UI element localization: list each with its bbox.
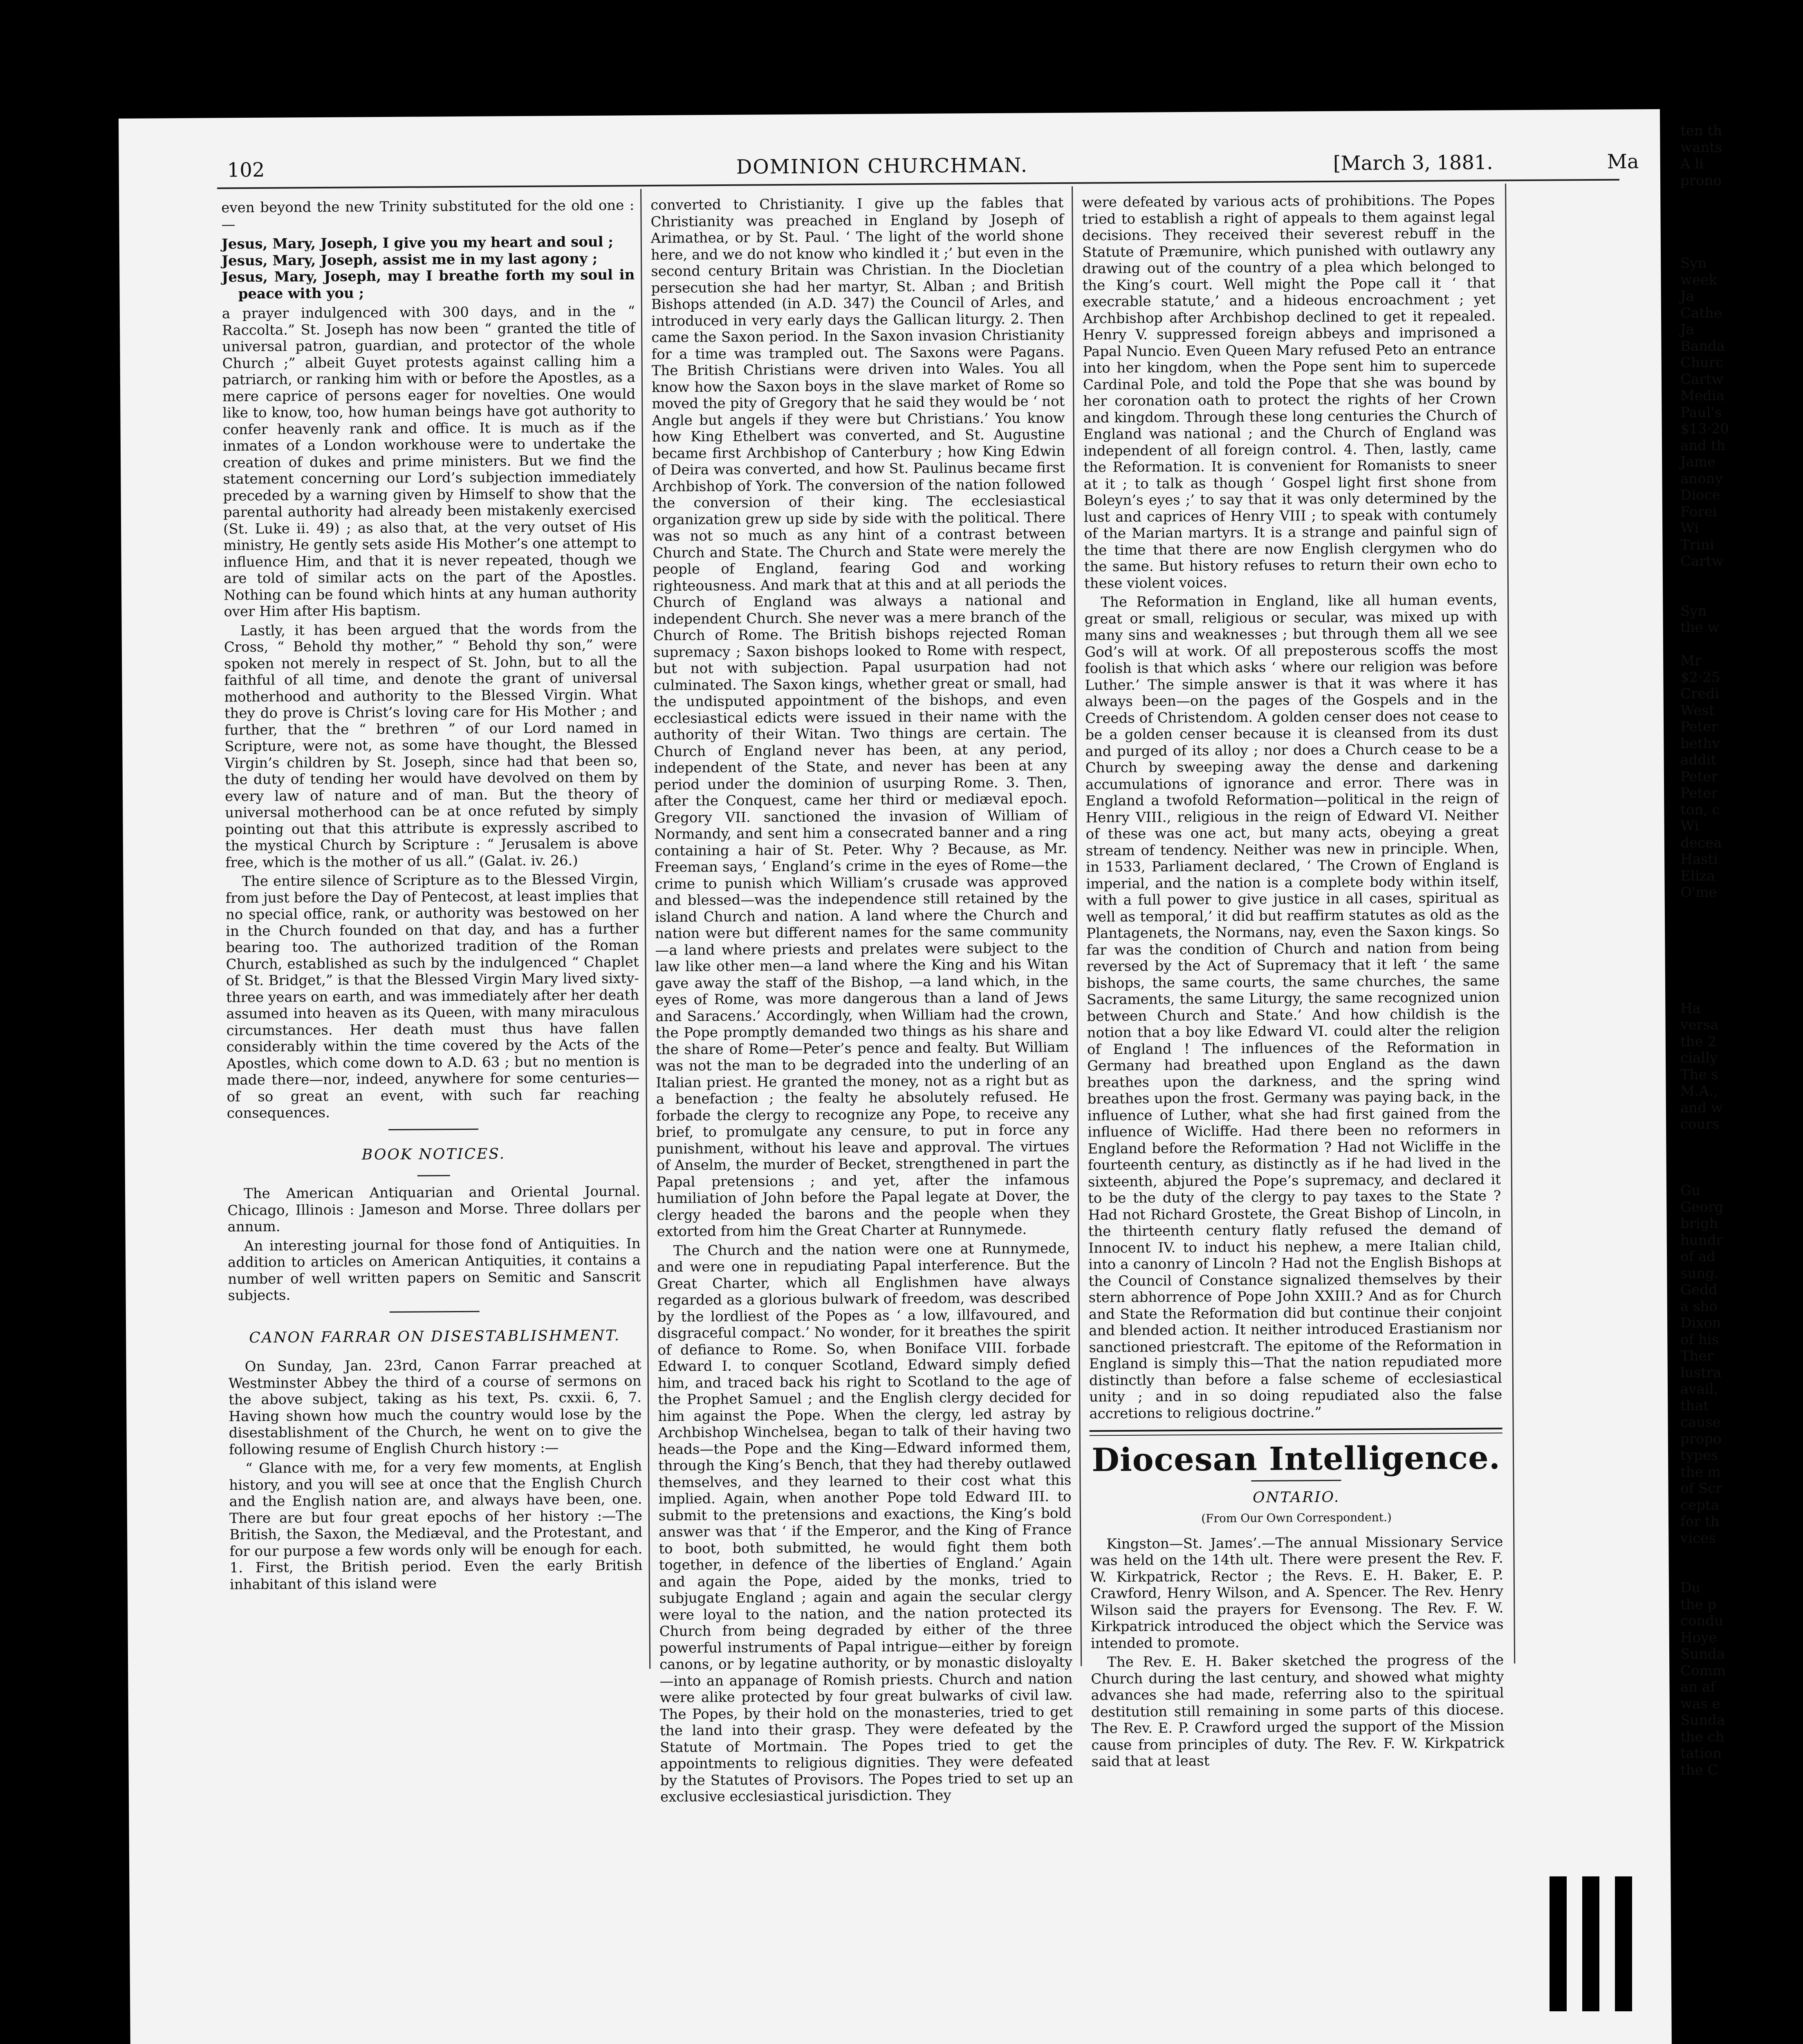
strip-line: types <box>1680 1447 1718 1464</box>
binding-bar <box>1615 1876 1632 2011</box>
adjacent-page-strip <box>1680 123 1803 1778</box>
strip-line: the C <box>1680 1762 1718 1778</box>
strip-line: condu <box>1680 1613 1724 1629</box>
strip-line <box>1680 1563 1803 1580</box>
strip-line: Dioce <box>1680 487 1720 503</box>
strip-line: for th <box>1680 1513 1720 1530</box>
strip-line: Ja <box>1680 288 1694 305</box>
strip-line: brigh <box>1680 1215 1718 1232</box>
strip-line: Georg <box>1680 1199 1724 1215</box>
strip-line: that <box>1680 1397 1709 1414</box>
page-number: 102 <box>227 158 265 182</box>
strip-line: Banda <box>1680 338 1725 354</box>
strip-line: Paul's <box>1680 404 1722 421</box>
strip-line: hundr <box>1680 1232 1723 1248</box>
strip-line: the m <box>1680 1464 1721 1480</box>
strip-line: vices <box>1680 1530 1716 1546</box>
strip-line: cours <box>1680 1116 1720 1132</box>
newspaper-page <box>119 109 1675 2044</box>
news-paragraph: The Rev. E. H. Baker sketched the progress of the Church during the last century, and showed what mighty advances she had made, referring also to the spiritual destitution still remaining in some parts of this diocese. The Rev. E. P. Crawford urged the support of the Mission cause from principles of duty. The Rev. F. W. Kirkpatrick said that at least <box>1091 1652 1505 1770</box>
strip-line: O'me <box>1680 884 1717 901</box>
strip-line: Peter <box>1680 768 1718 785</box>
strip-line: of ad <box>1680 1248 1716 1265</box>
strip-line: Comm <box>1680 1662 1726 1679</box>
next-page-fragment: Ma <box>1607 150 1639 173</box>
verse-line: Jesus, Mary, Joseph, I give you my heart and soul ; <box>221 233 614 253</box>
strip-line: Peter <box>1680 785 1718 801</box>
strip-line: Syn <box>1680 255 1707 271</box>
strip-line: tation <box>1680 1745 1722 1762</box>
strip-line: addit <box>1680 752 1717 768</box>
strip-line: Churc <box>1680 354 1724 371</box>
strip-line: Sunda <box>1680 1712 1725 1728</box>
strip-line: ten th <box>1680 123 1722 139</box>
book-notices-heading: BOOK NOTICES. <box>361 1145 506 1163</box>
strip-line: Du <box>1680 1580 1701 1596</box>
strip-line: Trini <box>1680 536 1714 553</box>
strip-line: and w <box>1680 1099 1723 1116</box>
strip-line: Ja <box>1680 321 1694 338</box>
strip-line: Gu <box>1680 1182 1701 1199</box>
prayer-verse <box>222 233 635 302</box>
strip-line: A li <box>1680 156 1704 172</box>
strip-line: sung. <box>1680 1265 1719 1282</box>
strip-line: the p <box>1680 1596 1717 1613</box>
strip-line <box>1680 984 1803 1000</box>
article-paragraph: The entire silence of Scripture as to the Blessed Virgin, from just before the Day of Pentecost, at least implies that no special office, rank, or authority was bestowed on her in the Church founded on that day, and has a further bearing too. The authorized tradition of the Roman Church, established as such by the indulgenced “ Chaplet of St. Bridget,” is that the Blessed Virgin Mary lived sixty-three years on earth, and was immediately after her death assumed into heaven as its Queen, with many miraculous circumstances. Her death must thus have fallen considerably within the time covered by the Acts of the Apostles, which come down to A.D. 63 ; but no mention is made there—nor, indeed, anywhere for some centuries—of so great an event, with such far reaching consequences. <box>225 871 640 1122</box>
strip-line: Ha <box>1680 1000 1701 1017</box>
strip-line: anony <box>1680 470 1723 487</box>
binding-bar <box>1550 1876 1567 2011</box>
strip-line: Hoye <box>1680 1629 1717 1646</box>
strip-line: Cartw <box>1680 553 1724 569</box>
diocesan-heading: Diocesan Intelligence. <box>1091 1439 1501 1479</box>
strip-line: an af <box>1680 1679 1716 1695</box>
strip-line: Credi <box>1680 686 1720 702</box>
strip-line: of Scr <box>1680 1480 1722 1497</box>
strip-line: Jame <box>1680 454 1716 470</box>
strip-line: cause <box>1680 1414 1721 1430</box>
strip-line <box>1680 239 1803 256</box>
column-1 <box>221 197 643 1595</box>
strip-line: ton, c <box>1680 801 1720 818</box>
strip-line <box>1680 967 1803 984</box>
book-notice: An interesting journal for those fond of Antiquities. In addition to articles on American Antiquities, it contains a number of well written papers on Semitic and Sanscrit subjects. <box>227 1235 641 1304</box>
article-paragraph: The Reformation in England, like all human events, great or small, religious or secular, was mixed up with many sins and weaknesses ; but through them all we see God’s will at work. Of all preposterous scoffs the most foolish is that which asks ‘ where our religion was before Luther.’ The simple answer is that it was where it has always been—on the pages of the Gospels and in the Creeds of Christendom. A golden censer does not cease to be a golden censer because it is cleansed from its dust and purged of its alloy ; nor does a Church cease to be a Church by sweeping away the dense and darkening accumulations of ignorance and error. There was in England a twofold Reformation—political in the reign of Henry VIII., religious in the reign of Edward VI. Neither of these was one act, but many acts, obeying a great stream of tendency. Neither was new in principle. When, in 1533, Parliament declared, ‘ The Crown of England is imperial, and the nation is a complete body within itself, with a full power to give justice in all cases, spiritual as well as temporal,’ it did but reaffirm statutes as old as the Plantagenets, the Normans, nay, even the Saxon kings. So far was the condition of Church and nation from being reversed by the Act of Supremacy that it left ‘ the same bishops, the same courts, the same churches, the same Sacraments, the same Liturgy, the same recognized union between Church and State.’ And how childish is the notion that a boy like Edward VI. could alter the religion of England ! The influences of the Reformation in Germany had breathed upon England as the dawn breathes upon the darkness, and the spring wind breathes upon the frost. Germany was paying back, in the influence of Luther, what she had first gained from the influence of Wicliffe. Had there been no reformers in England before the Reformation ? Had not Wicliffe in the fourteenth century, as distinctly as if he had lived in the sixteenth, abjured the Pope’s supremacy, and declared it to be the duty of the clergy to pay taxes to the State ? Had not Richard Grostete, the Great Bishop of Lincoln, in the thirteenth century flatly refused the demand of Innocent IV. to induct his nephew, a mere Italian child, into a canonry of Lincoln ? Had not the English Bishops at the Council of Constance signalized themselves by their stern abhorrence of Pope John XXIII.? And as for Church and State the Reformation did but continue their conjoint and blended action. It neither introduced Erastianism nor sanctioned priestcraft. The epitome of the Reformation in England is simply this—That the nation repudiated more distinctly than before a false scheme of ecclesiastical unity ; and in so doing repudiated also the false accretions to religious doctrine.” <box>1084 592 1502 1422</box>
farrar-heading: CANON FARRAR ON DISESTABLISHMENT. <box>249 1327 621 1346</box>
strip-line <box>1680 1166 1803 1183</box>
strip-line: was e <box>1680 1695 1720 1712</box>
strip-line <box>1680 570 1803 587</box>
strip-line: of his <box>1680 1331 1719 1348</box>
strip-line <box>1680 1149 1803 1166</box>
strip-line: $13·20 <box>1680 421 1729 437</box>
article-paragraph: On Sunday, Jan. 23rd, Canon Farrar preached at Westminster Abbey the third of a course of sermons on the above subject, taking as his text, Ps. cxxii. 6, 7. Having shown how much the country would lose by the disestablishment of the Church, he went on to give the following resume of English Church history :— <box>228 1356 642 1458</box>
column-2 <box>650 195 1073 1808</box>
section-rule <box>390 1311 480 1312</box>
strip-line <box>1680 917 1803 934</box>
strip-line: a sho <box>1680 1298 1718 1315</box>
strip-line: Media <box>1680 388 1725 404</box>
strip-line: Eliza <box>1680 867 1715 884</box>
strip-line: Wi <box>1680 818 1699 834</box>
binding-bar <box>1582 1876 1599 2011</box>
column-3 <box>1082 192 1505 1773</box>
article-text: even beyond the new Trinity substituted for the old one :— <box>221 197 635 233</box>
verse-line: Jesus, Mary, Joseph, may I breathe forth my soul in peace with you ; <box>222 267 635 302</box>
section-rule <box>1251 1479 1341 1481</box>
strip-line: bethv <box>1680 735 1720 752</box>
column-divider <box>1505 184 1515 1663</box>
strip-line: Hasti <box>1680 851 1718 867</box>
book-notice: The American Antiquarian and Oriental Journal. Chicago, Illinois : Jameson and Morse. Three dollars per annum. <box>227 1183 641 1235</box>
strip-line: Syn <box>1680 603 1707 619</box>
news-paragraph: Kingston—St. James’.—The annual Missionary Service was held on the 14th ult. There were present the Rev. F. W. Kirkpatrick, Rector ; the Revs. E. H. Baker, E. P. Crawford, Henry Wilson, and A. Spencer. The Rev. Henry Wilson said the prayers for Evensong. The Rev. F. W. Kirkpatrick introduced the object which the Service was intended to promote. <box>1090 1533 1504 1652</box>
strip-line <box>1680 636 1803 653</box>
strip-line <box>1680 1546 1803 1563</box>
article-paragraph: The Church and the nation were one at Runnymede, and were one in repudiating Papal interference. But the Great Charter, which all Englishmen have always regarded as a glorious bulwark of freedom, was described by the lordliest of the Popes as ‘ a low, illfavoured, and disgraceful compact.’ No wonder, for it breathes the spirit of defiance to Rome. So, when Boniface VIII. forbade Edward I. to conquer Scotland, Edward simply defied him, and traced back his right to Scotland to the age of the Prophet Samuel ; and the English clergy decided for him against the Pope. When the clergy, led astray by Archbishop Winchelsea, began to talk of their having two heads—the Pope and the King—Edward informed them, through the King’s Bench, that they had thereby outlawed themselves, and they learned to their cost what this implied. Again, when another Pope told Edward III. to submit to the pretensions and exactions, the King’s bold answer was that ‘ if the Emperor, and the King of France to boot, both submitted, he would fight them both together, in defence of the liberties of England.’ Again and again the Pope, aided by the monks, tried to subjugate England ; again and again the secular clergy were loyal to the nation, and the nation protected its Church from being degraded by either of the three powerful instruments of Papal intrigue—either by foreign canons, or by legatine authority, or by monastic disloyalty—into an appanage of Romish priests. Church and nation were alike protected by four great bulwarks of civil law. The Popes, by their hold on the monasteries, tried to get the land into their grasp. They were defeated by the Statute of Mortmain. The Popes tried to get the appointments to religious dignities. They were defeated by the Statutes of Provisors. The Popes tried to set up an exclusive ecclesiastical jurisdiction. They <box>657 1240 1073 1805</box>
article-paragraph: Lastly, it has been argued that the words from the Cross, “ Behold thy mother,” “ Behold thy son,” were spoken not merely in respect of St. John, but to all the faithful of all time, and denote the grant of universal motherhood and authority to the Blessed Virgin. What they do prove is Christ’s loving care for His Mother ; and further, that the “ brethren ” of our Lord named in Scripture, were not, as some have thought, the Blessed Virgin’s children by St. Joseph, since had that been so, the duty of tending her would have devolved on them by every law of nature and of man. But the theory of universal motherhood can be at once refuted by simply pointing out that this attribute is expressly ascribed to the mystical Church by Scripture : “ Jerusalem is above free, which is the mother of us all.” (Galat. iv. 26.) <box>224 620 638 871</box>
strip-line: Wi <box>1680 520 1699 536</box>
strip-line: lustra <box>1680 1364 1722 1381</box>
section-rule <box>388 1128 478 1130</box>
column-divider <box>1072 186 1082 1666</box>
strip-line: The s <box>1680 1066 1718 1083</box>
strip-line <box>1680 934 1803 951</box>
section-rule <box>1090 1428 1502 1436</box>
issue-date: [March 3, 1881. <box>1333 151 1493 175</box>
strip-line: M.A., <box>1680 1083 1718 1099</box>
article-paragraph: “ Glance with me, for a very few moments, at English history, and you will see at once that the English Church and the English nation are, and always have been, one. There are but four great epochs of her history :—The British, the Saxon, the Mediæval, and the Protestant, and for our purpose a few words only will be enough for each. 1. First, the British period. Even the early British inhabitant of this island were <box>229 1458 643 1593</box>
correspondent-note: (From Our Own Correspondent.) <box>1201 1511 1392 1525</box>
strip-line: Cathe <box>1680 305 1722 321</box>
strip-line: cially <box>1680 1050 1718 1066</box>
strip-line: week <box>1680 271 1717 288</box>
strip-line: the ch <box>1680 1728 1725 1745</box>
strip-line: Forei <box>1680 503 1717 520</box>
strip-line: Gedd <box>1680 1282 1718 1298</box>
strip-line: propo <box>1680 1430 1722 1447</box>
verse-line: Jesus, Mary, Joseph, assist me in my last agony ; <box>222 250 598 269</box>
section-rule <box>417 1175 450 1176</box>
strip-line: Cartw <box>1680 371 1724 388</box>
masthead-title: DOMINION CHURCHMAN. <box>736 154 1028 179</box>
strip-line <box>1680 1133 1803 1150</box>
strip-line: avail, <box>1680 1381 1718 1397</box>
strip-line <box>1680 586 1803 603</box>
strip-line <box>1680 222 1803 239</box>
article-paragraph: converted to Christianity. I give up the fables that Christianity was preached in England by Joseph of Arimathea, or by St. Paul. ‘ The light of the world shone here, and we do not know who kindled it ;’ but even in the second century Britain was Christian. In the Diocletian persecution she had her martyr, St. Alban ; and British Bishops attended (in A.D. 347) the Council of Arles, and introduced in very early days the Gallican liturgy. 2. Then came the Saxon period. In the Saxon invasion Christianity for a time was trampled out. The Saxons were Pagans. The British Christians were driven into Wales. You all know how the Saxon boys in the slave market of Rome so moved the pity of Gregory that he said they would be ‘ not Angle but angels if they were but Christians.’ You know how King Ethelbert was converted, and St. Augustine became first Archbishop of Canterbury ; how King Edwin of Deira was converted, and how St. Paulinus became first Archbishop of York. The conversion of the nation followed the conversion of their king. The ecclesiastical organization grew up side by side with the political. There was not so much as any hint of a contrast between Church and State. The Church and State were merely the people of England, fearing God and working righteousness. And mark that at this and at all periods the Church of England was always a national and independent Church. She never was a mere branch of the Church of Rome. The British bishops rejected Roman supremacy ; Saxon bishops looked to Rome with respect, but not with subjection. Papal usurpation had not culminated. The Saxon kings, whether great or small, had the undisputed appointment of the bishops, and even ecclesiastical edicts were issued in their name with the authority of their Witan. Two things are certain. The Church of England never has been, at any period, independent of the State, and never has been at any period under the dominion of usurping Rome. 3. Then, after the Conquest, came her third or mediæval epoch. Gregory VII. sanctioned the invasion of William of Normandy, and sent him a consecrated banner and a ring containing a hair of St. Peter. Why ? Because, as Mr. Freeman says, ‘ England’s crime in the eyes of Rome—the crime to punish which William’s crusade was approved and blessed—was the independence still retained by the island Church and nation. A land where the Church and nation were but different names for the same community—a land where priests and prelates were subject to the law like other men—a land where the King and his Witan gave away the staff of the Bishop, —a land which, in the eyes of Rome, was more dangerous than a land of Jews and Saracens.’ Accordingly, when William had the crown, the Pope promptly demanded two things as his share and the share of Rome—Peter’s pence and fealty. But William was not the man to be degraded into the underling of an Italian priest. He granted the money, not as a right but as a benefaction ; the fealty he absolutely refused. He forbade the clergy to recognize any Pope, to receive any brief, to promulgate any censure, to put in force any punishment, without his leave and approval. The virtues of Anselm, the murder of Becket, strengthened in part the Papal pretensions ; and yet, after the infamous humiliation of John before the Papal legate at Dover, the clergy headed the barons and the people when they extorted from him the Great Charter at Runnymede. <box>650 194 1070 1240</box>
ontario-heading: ONTARIO. <box>1252 1488 1340 1506</box>
strip-line: $2·25 <box>1680 669 1720 686</box>
strip-line: Ther <box>1680 1348 1713 1364</box>
strip-line: the w <box>1680 619 1720 636</box>
strip-line: versa <box>1680 1017 1719 1033</box>
strip-line: West <box>1680 702 1715 719</box>
strip-line <box>1680 206 1803 222</box>
strip-line: wants <box>1680 139 1722 156</box>
strip-line <box>1680 189 1803 206</box>
strip-line: and th <box>1680 437 1726 454</box>
strip-line <box>1680 950 1803 967</box>
strip-line: prono <box>1680 172 1722 189</box>
article-paragraph: were defeated by various acts of prohibitions. The Popes tried to establish a right of appeals to them against legal decisions. They received their severest rebuff in the Statute of Præmunire, which punished with outlawry any drawing out of the country of a plea which belonged to the King’s court. Well might the Pope call it ‘ that execrable statute,’ and a hideous encroachment ; yet Archbishop after Archbishop declined to get it repealed. Henry V. suppressed foreign abbeys and imprisoned a Papal Nuncio. Even Queen Mary refused Peto an entrance into her kingdom, when the Pope sent him to supercede Cardinal Pole, and told the Pope that she was bound by her coronation oath to protect the rights of her Crown and kingdom. Through these long centuries the Church of England was national ; and the Church of England was independent of all foreign control. 4. Then, lastly, came the Reformation. It is convenient for Romanists to sneer at it ; to talk as though ‘ Gospel light first shone from Boleyn’s eyes ;’ to say that it was only determined by the lust and caprices of Henry VIII ; to speak with contumely of the Marian martyrs. It is a strange and painful sign of the time that there are now English clergymen who do the same. But history refuses to return their own echo to these violent voices. <box>1082 192 1497 592</box>
strip-line: Dixon <box>1680 1315 1721 1331</box>
strip-line: Peter <box>1680 719 1718 735</box>
strip-line <box>1680 901 1803 918</box>
strip-line: Mr <box>1680 652 1702 669</box>
strip-line: the 2 <box>1680 1033 1717 1050</box>
article-paragraph: a prayer indulgenced with 300 days, and in the “ Raccolta.” St. Joseph has now been “ granted the title of universal patron, guardian, and protector of the whole Church ;” albeit Guyet protests against calling him a patriarch, or ranking him with or before the Apostles, as a mere caprice of persons eager for novelties. One would like to know, too, how human beings have got authority to confer heavenly rank and office. It is much as if the inmates of a London workhouse were to undertake the creation of dukes and prime ministers. But we find the statement concerning our Lord’s subjection immediately preceded by a warning given by Himself to show that the parental authority had already been mistakenly exercised (St. Luke ii. 49) ; as also that, at the very outset of His ministry, He gently sets aside His Mother’s one attempt to influence Him, and that it is never repeated, though we are told of similar acts on the part of the Apostles. Nothing can be found which hints at any human authority over Him after His baptism. <box>222 303 637 620</box>
strip-line: decea <box>1680 834 1722 851</box>
strip-line: Sunda <box>1680 1646 1725 1662</box>
strip-line: cepta <box>1680 1497 1719 1513</box>
